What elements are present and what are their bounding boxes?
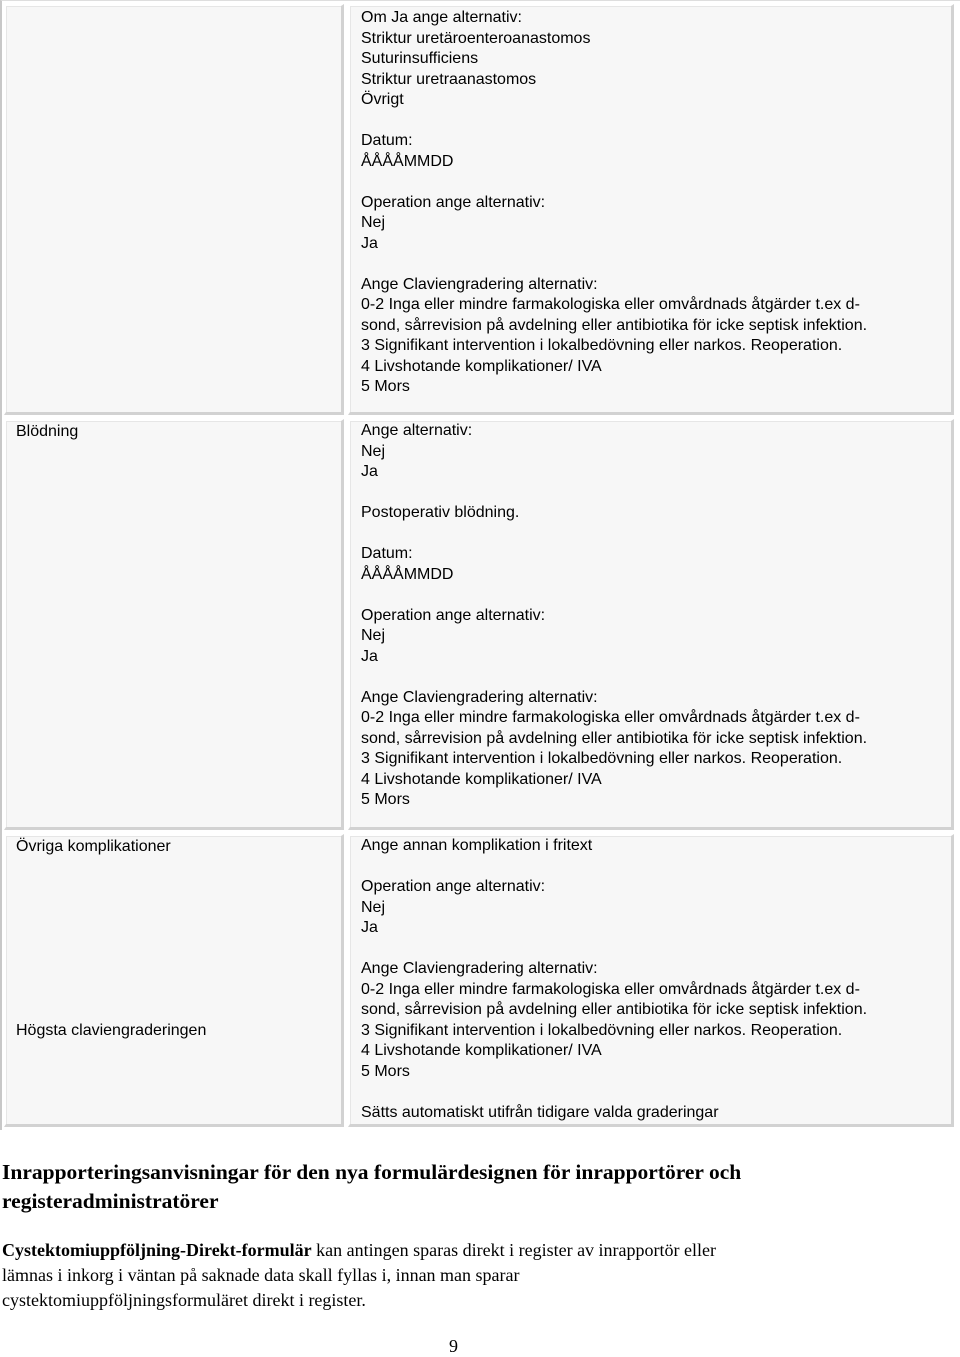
paragraph-line1-rest: kan antingen sparas direkt i register av inrapportör eller: [311, 1240, 717, 1260]
page-number: 9: [449, 1336, 458, 1356]
content-line: [361, 483, 867, 504]
content-line: [361, 1082, 867, 1103]
content-line: ÅÅÅÅMMDD: [361, 152, 454, 170]
row1-content-lines: [361, 8, 867, 398]
section-heading-line1: Inrapporteringsanvisningar för den nya formulärdesignen för inrapportörer och: [2, 1160, 742, 1184]
row1-content-cell: [348, 4, 954, 415]
content-line: Nej: [361, 214, 386, 231]
content-line: Ja: [361, 463, 378, 480]
row1-label-cell: [4, 4, 344, 415]
content-line: Operation ange alternativ:: [361, 193, 546, 211]
row3-label-cell: [4, 834, 344, 1127]
content-line: 3 Signifikant intervention i lokalbedövning eller narkos. Reoperation.: [361, 750, 843, 767]
content-line: Ja: [361, 647, 378, 665]
content-line: Ange annan komplikation i fritext: [361, 837, 593, 854]
content-line: Ange Claviengradering alternativ:: [361, 275, 598, 293]
paragraph-line1: [2, 1238, 716, 1263]
content-line: [361, 585, 867, 606]
content-line: 3 Signifikant intervention i lokalbedövning eller narkos. Reoperation.: [361, 1021, 843, 1039]
content-line: Postoperativ blödning.: [361, 504, 520, 521]
content-line: Nej: [361, 898, 386, 916]
row2-label-cell: [4, 419, 344, 830]
content-line: Suturinsufficiens: [361, 50, 479, 67]
content-line: [361, 172, 867, 193]
content-line: Striktur uretäroenteroanastomos: [361, 29, 591, 47]
paragraph-line2: lämnas i inkorg i väntan på saknade data skall fyllas i, innan man sparar: [2, 1265, 520, 1285]
content-line: [361, 857, 867, 878]
row-label-ovriga-komplikationer: Övriga komplikationer: [16, 838, 171, 855]
content-line: 0-2 Inga eller mindre farmakologiska eller omvårdnads åtgärder t.ex d-: [361, 296, 860, 313]
paragraph-line3: cystektomiuppföljningsformuläret direkt i register.: [2, 1290, 366, 1310]
content-line: Datum:: [361, 545, 413, 562]
content-line: 5 Mors: [361, 791, 410, 808]
content-line: 0-2 Inga eller mindre farmakologiska eller omvårdnads åtgärder t.ex d-: [361, 980, 860, 998]
content-line: 5 Mors: [361, 1062, 410, 1080]
content-line: Ange Claviengradering alternativ:: [361, 960, 598, 977]
row-label-hogsta-claviengraderingen: Högsta claviengraderingen: [16, 1022, 207, 1039]
content-line: Ange Claviengradering alternativ:: [361, 688, 598, 706]
content-line: sond, sårrevision på avdelning eller antibiotika för icke septisk infektion.: [361, 316, 868, 334]
content-line: 5 Mors: [361, 378, 410, 395]
content-line: [361, 111, 867, 132]
content-line: [361, 524, 867, 545]
content-line: Ja: [361, 234, 378, 252]
row2-content-cell: [348, 419, 954, 830]
content-line: Ange alternativ:: [361, 422, 473, 439]
content-line: Operation ange alternativ:: [361, 878, 546, 895]
content-line: Sätts automatiskt utifrån tidigare valda graderingar: [361, 1103, 719, 1121]
content-line: 4 Livshotande komplikationer/ IVA: [361, 357, 602, 375]
content-line: Nej: [361, 442, 386, 460]
content-line: Operation ange alternativ:: [361, 606, 546, 624]
content-line: Om Ja ange alternativ:: [361, 9, 522, 26]
row2-content-lines: [361, 421, 867, 811]
section-heading-line2: registeradministratörer: [2, 1189, 219, 1213]
content-line: Nej: [361, 627, 386, 644]
paragraph-bold-term: Cystektomiuppföljning-Direkt-formulär: [2, 1240, 312, 1260]
row3-content-lines: [361, 836, 867, 1123]
content-line: 4 Livshotande komplikationer/ IVA: [361, 770, 602, 788]
content-line: Datum:: [361, 132, 413, 149]
row-label-blodning: Blödning: [16, 423, 79, 440]
content-line: 4 Livshotande komplikationer/ IVA: [361, 1042, 602, 1059]
content-line: Övrigt: [361, 91, 404, 108]
content-line: [361, 939, 867, 960]
content-line: [361, 254, 867, 275]
content-line: ÅÅÅÅMMDD: [361, 565, 454, 583]
content-line: Striktur uretraanastomos: [361, 70, 537, 88]
content-line: [361, 667, 867, 688]
content-line: Ja: [361, 919, 378, 936]
row3-content-cell: [348, 834, 954, 1127]
content-line: 3 Signifikant intervention i lokalbedövning eller narkos. Reoperation.: [361, 337, 843, 354]
content-line: 0-2 Inga eller mindre farmakologiska eller omvårdnads åtgärder t.ex d-: [361, 709, 860, 726]
content-line: sond, sårrevision på avdelning eller antibiotika för icke septisk infektion.: [361, 1001, 868, 1018]
content-line: sond, sårrevision på avdelning eller antibiotika för icke septisk infektion.: [361, 729, 868, 747]
